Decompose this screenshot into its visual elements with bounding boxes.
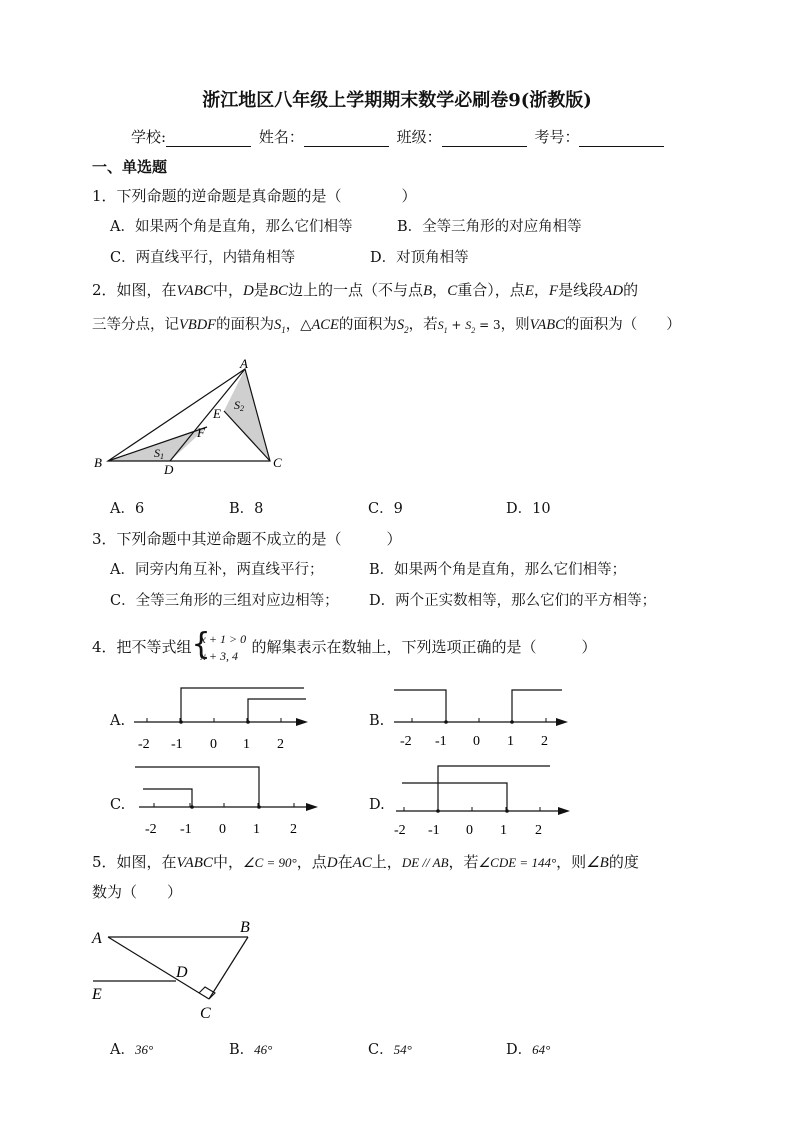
svg-text:2: 2 — [535, 823, 542, 838]
name-blank[interactable] — [304, 132, 389, 147]
q2-option-c[interactable]: C．9 — [368, 501, 403, 517]
label-a: A — [92, 930, 102, 947]
q1-option-c[interactable]: C．两直线平行，内错角相等 — [110, 250, 296, 266]
q3-option-b[interactable]: B．如果两个角是直角，那么它们相等； — [369, 562, 627, 578]
svg-text:0: 0 — [473, 734, 480, 749]
section-heading: 一、单选题 — [92, 158, 168, 176]
svg-text:0: 0 — [210, 737, 217, 752]
q3-option-c[interactable]: C．全等三角形的三组对应边相等； — [110, 593, 339, 609]
label-e: E — [213, 406, 221, 421]
segment-ac — [108, 937, 209, 999]
label-f: F — [197, 425, 205, 440]
svg-text:-2: -2 — [138, 737, 150, 752]
q3-option-a[interactable]: A．同旁内角互补，两直线平行； — [110, 562, 324, 578]
label-b: B — [240, 919, 250, 936]
svg-text:-1: -1 — [428, 823, 440, 838]
svg-text:-1: -1 — [435, 734, 447, 749]
school-blank[interactable] — [166, 132, 251, 147]
label-e: E — [92, 986, 102, 1003]
svg-text:2: 2 — [290, 822, 297, 837]
q3-option-d[interactable]: D．两个正实数相等，那么它们的平方相等； — [369, 593, 657, 609]
svg-text:2: 2 — [277, 737, 284, 752]
q2-triangle-figure — [90, 356, 300, 481]
class-label: 班级： — [396, 128, 442, 146]
exam-no-label: 考号： — [534, 128, 580, 146]
region-s2 — [224, 369, 270, 461]
label-d: D — [176, 964, 188, 981]
svg-text:-1: -1 — [171, 737, 183, 752]
exam-no-blank[interactable] — [579, 132, 664, 147]
q1-option-d[interactable]: D．对顶角相等 — [370, 250, 469, 266]
q3-stem: 3．下列命题中其逆命题不成立的是（ ） — [92, 530, 402, 548]
svg-text:2: 2 — [541, 734, 548, 749]
svg-text:1: 1 — [500, 823, 507, 838]
student-info-row — [131, 126, 667, 147]
school-label: 学校: — [131, 128, 167, 146]
label-s1: S1 — [154, 446, 164, 461]
segment-bc — [209, 937, 248, 999]
q5-option-c[interactable]: C．54° — [368, 1042, 412, 1058]
svg-text:-2: -2 — [145, 822, 157, 837]
svg-text:1: 1 — [253, 822, 260, 837]
q5-triangle-figure — [88, 912, 263, 1027]
svg-text:-2: -2 — [394, 823, 406, 838]
q5-option-d[interactable]: D．64° — [506, 1042, 551, 1058]
svg-text:0: 0 — [219, 822, 226, 837]
q4-option-c-label[interactable]: C. — [110, 797, 126, 813]
q2-option-d[interactable]: D．10 — [506, 501, 551, 517]
svg-text:-2: -2 — [400, 734, 412, 749]
q4-number-line-d[interactable] — [392, 762, 582, 837]
q4-stem: 4．把不等式组 { x + 1 > 0 x + 3, 4 的解集表示在数轴上，下列选项正确的是（ ） — [92, 627, 597, 663]
inequality-system: { x + 1 > 0 x + 3, 4 — [191, 627, 247, 663]
q5-option-b[interactable]: B．46° — [229, 1042, 273, 1058]
svg-text:0: 0 — [466, 823, 473, 838]
q2-stem-line1: 2．如图，在VABC中，D是BC边上的一点（不与点B，C重合），点E，F是线段AD的 — [92, 281, 639, 299]
q5-stem-line1: 5．如图，在VABC中，∠C = 90°，点D在AC上，DE // AB，若∠CDE = 144°，则∠B的度 — [92, 853, 639, 871]
label-d: D — [164, 462, 174, 477]
q5-option-a[interactable]: A．36° — [110, 1042, 154, 1058]
q4-option-b-label[interactable]: B. — [369, 713, 385, 729]
q1-option-b[interactable]: B．全等三角形的对应角相等 — [397, 219, 582, 235]
q4-option-a-label[interactable]: A. — [110, 713, 126, 729]
name-label: 姓名： — [258, 128, 304, 146]
label-c: C — [200, 1005, 211, 1022]
q4-number-line-a[interactable] — [130, 680, 320, 755]
q2-option-b[interactable]: B．8 — [229, 501, 264, 517]
q1-option-a[interactable]: A．如果两个角是直角，那么它们相等 — [110, 219, 353, 235]
label-s2: S2 — [234, 398, 244, 413]
q4-option-d-label[interactable]: D. — [369, 797, 385, 813]
q2-option-a[interactable]: A．6 — [110, 501, 145, 517]
svg-text:1: 1 — [507, 734, 514, 749]
paper-title: 浙江地区八年级上学期期末数学必刷卷9(浙教版) — [202, 90, 592, 111]
q4-number-line-c[interactable] — [135, 762, 325, 837]
q5-stem-line2: 数为（ ） — [92, 883, 183, 901]
q1-stem: 1．下列命题的逆命题是真命题的是（ ） — [92, 187, 417, 205]
svg-text:1: 1 — [243, 737, 250, 752]
label-c: C — [273, 455, 282, 470]
label-b: B — [94, 455, 102, 470]
svg-text:-1: -1 — [180, 822, 192, 837]
q4-number-line-b[interactable] — [390, 680, 580, 755]
class-blank[interactable] — [442, 132, 527, 147]
q2-stem-line2: 三等分点，记VBDF的面积为$S_1$，△ACE的面积为$S_2$，若$S_1 + S_2 = 3$，则VABC的面积为（ ） — [92, 317, 681, 335]
label-a: A — [240, 356, 248, 371]
